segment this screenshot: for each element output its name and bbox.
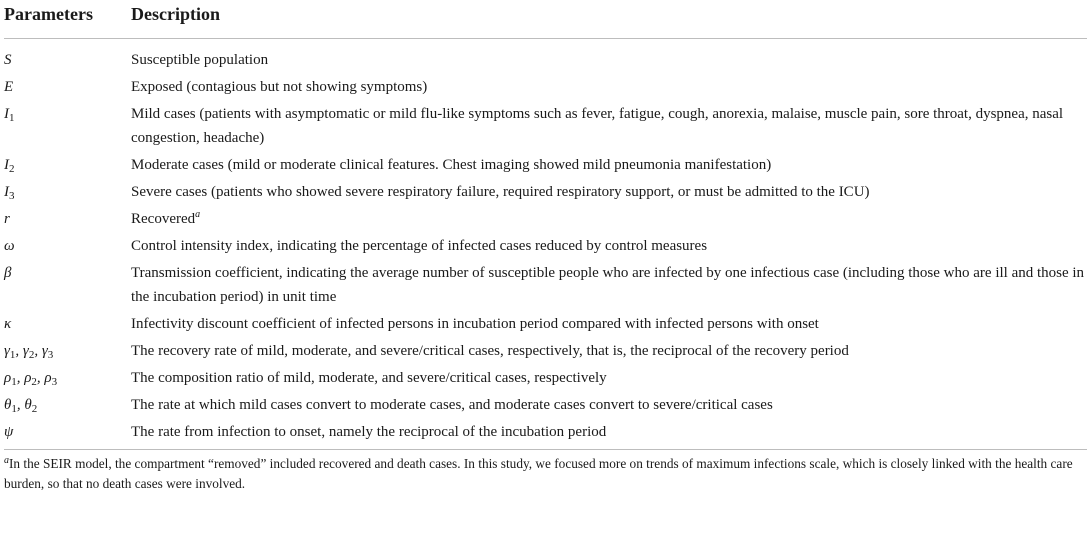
description-text: Recovered (131, 211, 196, 227)
description-text: The rate at which mild cases convert to moderate cases, and moderate cases convert to severe/critical cases (131, 397, 773, 413)
description-text: Moderate cases (mild or moderate clinical features. Chest imaging showed mild pneumonia manifestation) (131, 157, 772, 173)
parameter-symbol (4, 153, 131, 180)
parameter-symbol-base: γ (41, 343, 48, 359)
parameter-subscript: 1 (11, 376, 17, 388)
parameter-symbol (4, 261, 131, 312)
table-row (4, 312, 1087, 339)
parameter-symbol-base: θ (24, 397, 32, 413)
parameter-symbol-base: κ (4, 316, 12, 332)
parameter-symbol-base: θ (4, 397, 12, 413)
parameter-subscript: 3 (47, 349, 54, 361)
parameter-description (131, 339, 1087, 366)
table-row (4, 207, 1087, 234)
parameter-subscript: 2 (31, 403, 38, 415)
parameter-symbol: $\rho_1$, $\rho_2$, $\rho_3$ (4, 370, 58, 388)
table-row (4, 420, 1087, 447)
table-row (4, 366, 1087, 393)
parameter-subscript: 1 (9, 112, 15, 124)
parameter-symbol-base: ρ (4, 370, 12, 386)
description-text: The composition ratio of mild, moderate, and severe/critical cases, respectively (131, 370, 607, 386)
header-description: Description (131, 0, 1087, 39)
parameter-subscript: 2 (28, 349, 35, 361)
description-text: Susceptible population (131, 52, 269, 68)
table-row (4, 39, 1087, 76)
table-header-row (4, 0, 1087, 39)
parameter-symbol-base: I (4, 106, 9, 122)
parameter-symbol (4, 420, 131, 447)
parameter-symbol-base: γ (22, 343, 29, 359)
parameter-symbol (4, 234, 131, 261)
parameter-description (131, 102, 1087, 153)
parameter-symbol-base: ψ (4, 424, 14, 440)
table-row (4, 393, 1087, 420)
parameter-symbol-base: S (4, 52, 12, 68)
description-text: Mild cases (patients with asymptomatic or mild flu-like symptoms such as fever, fatigue, cough, anorexia, malaise, muscle pain, sore throat, dyspnea, nasal congestion, headache) (131, 106, 1064, 146)
parameter-description (131, 261, 1087, 312)
parameter-subscript: 3 (51, 376, 58, 388)
table-row (4, 102, 1087, 153)
parameter-description (131, 420, 1087, 447)
footnote-marker: a (4, 455, 9, 466)
table-body (4, 39, 1087, 448)
parameter-symbol (4, 102, 131, 153)
table-row (4, 153, 1087, 180)
parameter-symbol (4, 207, 131, 234)
table-footnote (4, 450, 1087, 494)
description-text: The rate from infection to onset, namely the reciprocal of the incubation period (131, 424, 607, 440)
parameter-subscript: 1 (9, 349, 16, 361)
parameter-symbol-base: r (4, 211, 10, 227)
parameter-subscript: 3 (9, 190, 15, 202)
parameter-description (131, 366, 1087, 393)
parameter-description (131, 312, 1087, 339)
parameter-symbol-base: I (4, 157, 9, 173)
parameter-description (131, 207, 1087, 234)
table-row (4, 75, 1087, 102)
parameter-symbol (4, 75, 131, 102)
parameter-symbol (4, 180, 131, 207)
table-row (4, 234, 1087, 261)
description-text: Control intensity index, indicating the percentage of infected cases reduced by control measures (131, 238, 708, 254)
parameter-symbol-base: ρ (44, 370, 52, 386)
parameters-table (4, 0, 1087, 447)
parameter-description (131, 75, 1087, 102)
description-text: Transmission coefficient, indicating the average number of susceptible people who are infected by one infectious case (including those who are ill and those in the incubation period) in unit time (131, 265, 1085, 305)
parameter-symbol: $\theta_1$, $\theta_2$ (4, 397, 38, 415)
parameter-symbol-base: β (4, 265, 12, 281)
table-row (4, 339, 1087, 366)
parameter-description (131, 234, 1087, 261)
parameter-subscript: 2 (9, 163, 15, 175)
parameter-description (131, 180, 1087, 207)
parameter-description (131, 153, 1087, 180)
description-text: The recovery rate of mild, moderate, and severe/critical cases, respectively, that is, the reciprocal of the recovery period (131, 343, 849, 359)
parameter-subscript: 1 (11, 403, 17, 415)
parameter-symbol (4, 39, 131, 76)
footnote-reference: a (195, 209, 201, 220)
table-row (4, 261, 1087, 312)
header-parameters: Parameters (4, 0, 131, 39)
parameter-symbol: $\gamma_1$, $\gamma_2$, $\gamma_3$ (4, 343, 54, 361)
parameter-symbol-base: I (4, 184, 9, 200)
parameter-symbol (4, 312, 131, 339)
parameter-description (131, 393, 1087, 420)
table-row (4, 180, 1087, 207)
description-text: Severe cases (patients who showed severe respiratory failure, required respiratory support, or must be admitted to the ICU) (131, 184, 870, 200)
parameter-symbol-base: ρ (24, 370, 32, 386)
parameter-description (131, 39, 1087, 76)
parameter-symbol-base: E (4, 79, 14, 95)
description-text: Exposed (contagious but not showing symptoms) (131, 79, 428, 95)
parameter-subscript: 2 (31, 376, 37, 388)
footnote-text: In the SEIR model, the compartment “removed” included recovered and death cases. In this study, we focused more on trends of maximum infections scale, which is closely linked with the health care burden, so that no death cases were involved. (4, 456, 1073, 491)
parameter-symbol-base: ω (4, 238, 15, 254)
description-text: Infectivity discount coefficient of infected persons in incubation period compared with infected persons with onset (131, 316, 819, 332)
parameter-symbol-base: γ (4, 343, 10, 359)
